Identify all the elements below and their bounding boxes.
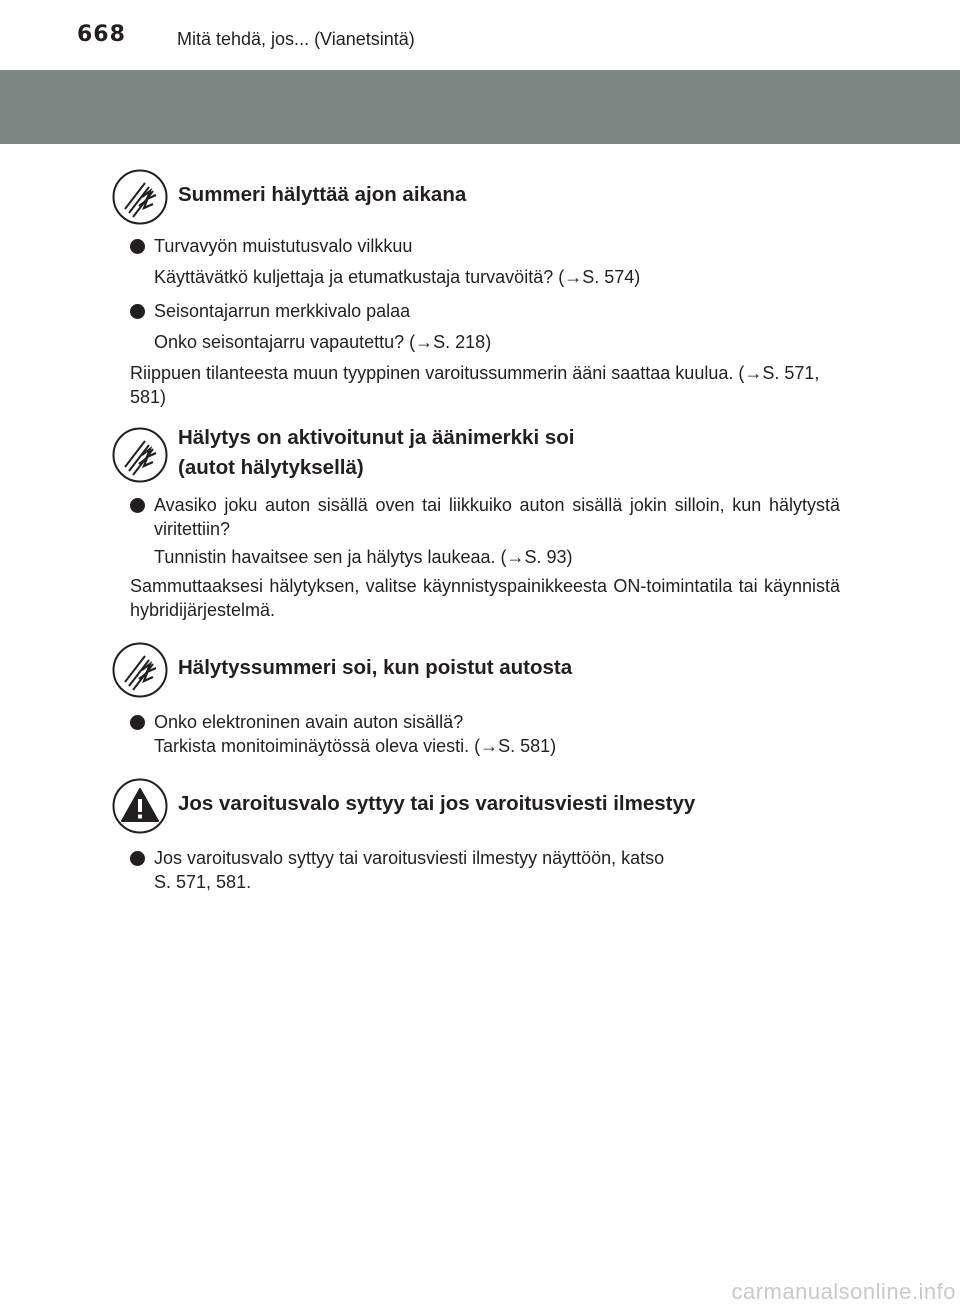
bullet-icon (130, 715, 145, 730)
section-heading-subtitle: (autot hälytyksellä) (178, 456, 364, 479)
warning-icon (112, 778, 168, 834)
item-detail: Tunnistin havaitsee sen ja hälytys laukeaa. (→S. 93) (154, 547, 573, 567)
buzzer-icon (112, 642, 168, 698)
page-header (0, 0, 960, 64)
item-title: Jos varoitusvalo syttyy tai varoitusviesti ilmestyy näyttöön, katso (154, 848, 665, 868)
item-title: Onko elektroninen avain auton sisällä? (154, 712, 464, 732)
section-banner (0, 70, 960, 144)
item-title: Seisontajarrun merkkivalo palaa (154, 301, 411, 321)
section-note: Sammuttaaksesi hälytyksen, valitse käynnistyspainikkeesta ON-toimintatila tai käynnistä hybridijärjestelmä. (130, 576, 840, 620)
item-detail: S. 571, 581. (154, 872, 252, 892)
bullet-icon (130, 304, 145, 319)
item-detail: Tarkista monitoiminäytössä oleva viesti. (→S. 581) (154, 736, 557, 756)
item-detail: Käyttävätkö kuljettaja ja etumatkustaja turvavöitä? (→S. 574) (154, 267, 641, 287)
page-number: 668 (77, 22, 126, 47)
section-heading: Summeri hälyttää ajon aikana (178, 183, 467, 206)
item-title: Avasiko joku auton sisällä oven tai liikkuiko auton sisällä jokin silloin, kun hälytystä viritettiin? (154, 495, 840, 539)
watermark: carmanualsonline.info (731, 1279, 956, 1304)
bullet-icon (130, 239, 145, 254)
section-note: Riippuen tilanteesta muun tyyppinen varoitussummerin ääni saattaa kuulua. (→S. 571, 581) (130, 363, 820, 407)
chapter-title: Mitä tehdä, jos... (Vianetsintä) (177, 29, 415, 49)
item-title: Turvavyön muistutusvalo vilkkuu (154, 236, 413, 256)
bullet-icon (130, 498, 145, 513)
buzzer-icon (112, 427, 168, 483)
section-heading: Hälytys on aktivoitunut ja äänimerkki soi (178, 426, 575, 449)
section-heading: Jos varoitusvalo syttyy tai jos varoitusviesti ilmestyy (178, 792, 696, 815)
buzzer-icon (112, 169, 168, 225)
section-heading: Hälytyssummeri soi, kun poistut autosta (178, 656, 573, 679)
item-detail: Onko seisontajarru vapautettu? (→S. 218) (154, 332, 492, 352)
bullet-icon (130, 851, 145, 866)
